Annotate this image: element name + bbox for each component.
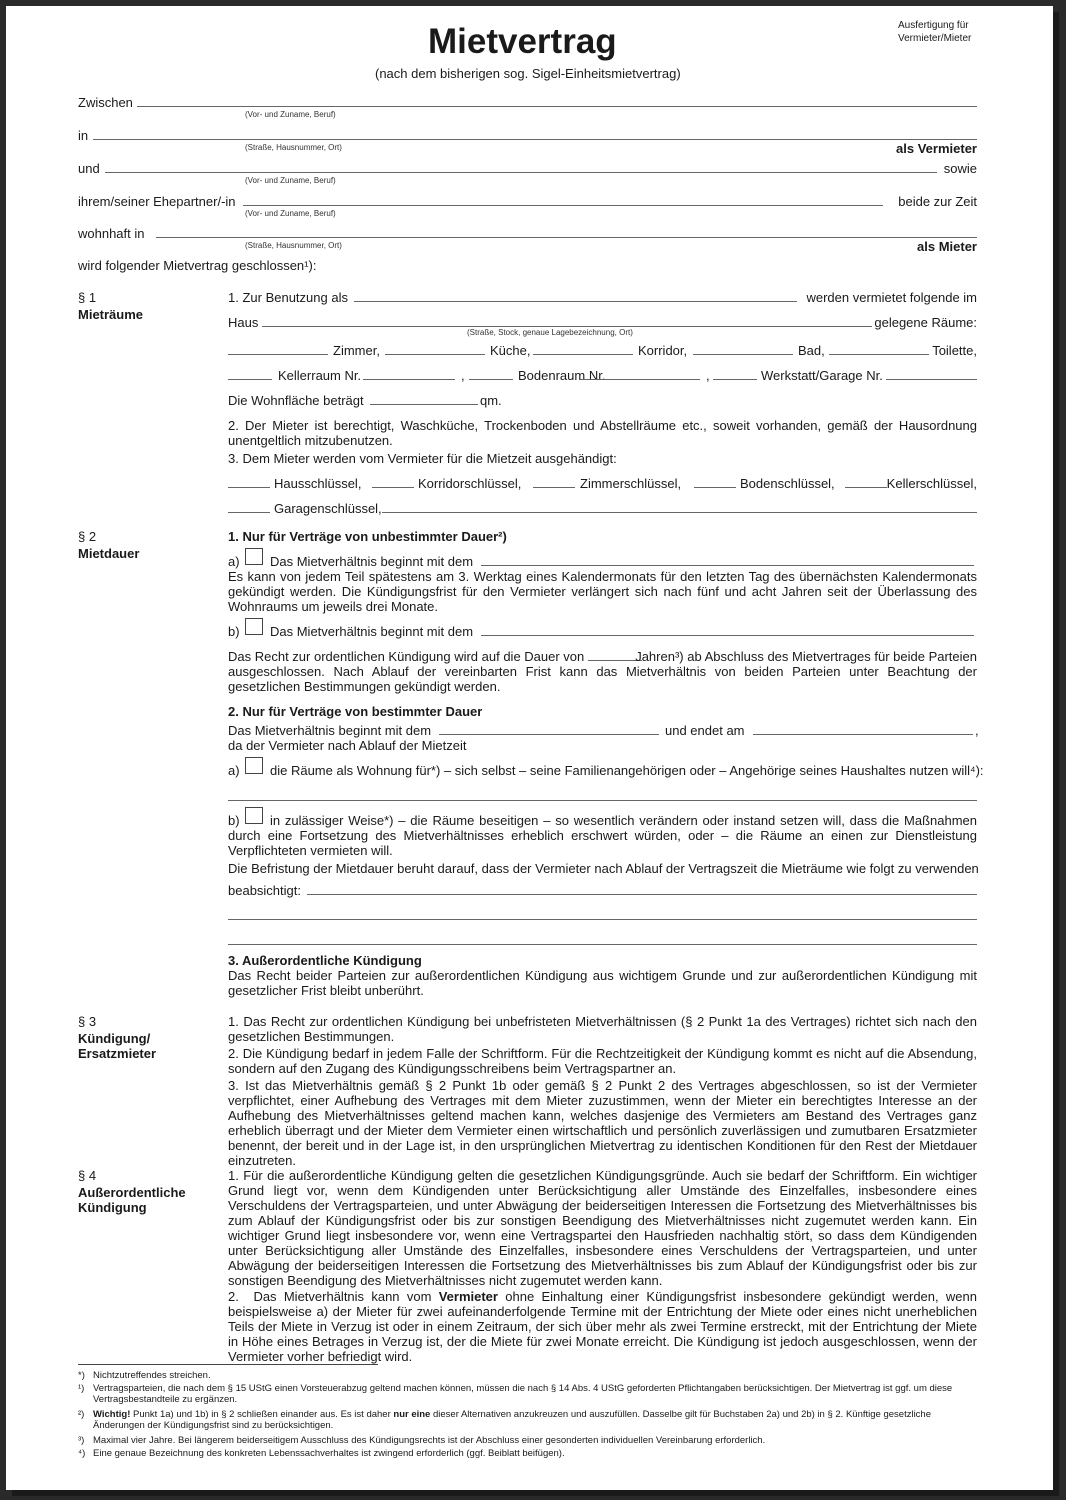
hint-address: (Straße, Hausnummer, Ort) [245,241,342,250]
corner-note: Ausfertigung für Vermieter/Mieter [898,20,972,44]
field-keller-count[interactable] [228,379,272,380]
s2-2b-text [228,813,977,858]
field-spouse-name[interactable] [243,205,883,206]
hint-address: (Straße, Hausnummer, Ort) [245,143,342,152]
footnote-star: Nichtzutreffendes streichen. [93,1370,211,1381]
footnote-2-bold-2: nur eine [393,1409,431,1420]
label-garagenschluessel: Garagenschlüssel, [274,501,382,516]
field-garagenschluessel[interactable] [228,512,270,513]
footnote-3: Maximal vier Jahre. Bei längerem beiderseitigem Ausschluss des Kündigungsrechts ist der Abschluss einer gesonderten individuellen Vereinbarung erforderlich. [93,1435,766,1446]
s1-rented-label: werden vermietet folgende im [806,290,977,305]
label-in: in [78,128,89,143]
field-wohnflaeche[interactable] [370,404,478,405]
label-hausschluessel: Hausschlüssel, [274,476,362,491]
field-2-begin[interactable] [439,734,659,735]
s2-b-para-start: Das Recht zur ordentlichen Kündigung wird auf die Dauer von [228,649,585,664]
hint-name: (Vor- und Zuname, Beruf) [245,110,336,119]
field-usage[interactable] [354,301,797,302]
closing-line: wird folgender Mietvertrag geschlossen¹): [78,258,317,273]
s2-2a-text: die Räume als Wohnung für*) – sich selbst – seine Familienangehörigen oder – Angehörige seines Haushaltes nutzen will⁴): [270,763,984,778]
label-bodenschluessel: Bodenschlüssel, [740,476,835,491]
s2-a-text: Das Mietverhältnis beginnt mit dem [270,554,474,569]
field-tenant-name[interactable] [105,172,937,173]
s2-beabsichtigt: beabsichtigt: [228,883,301,898]
label-zimmerschluessel: Zimmerschlüssel, [580,476,682,491]
s2-b-label: b) [228,624,240,639]
field-werkstatt-count[interactable] [713,379,757,380]
s2-b-text: Das Mietverhältnis beginnt mit dem [270,624,474,639]
field-boden-count[interactable] [469,379,513,380]
field-intended-use-3[interactable] [228,944,977,945]
s4-paragraph-1: 1. Für die außerordentliche Kündigung gelten die gesetzlichen Kündigungsgründe. Auch sie bedarf der Schriftform. Ein wichtiger Grund liegt vor, wenn dem Kündigenden unter Berücksichtigung aller Umstände des Einzelfalles, insbesondere eines Verschuldens der Vertragsparteien, und unter Abwägung der beiderseitigen Interessen die Fortsetzung des Mietverhältnisses bis zum Ablauf der Kündigungsfrist oder bis zur sonstigen Beendigung des Mietverhältnisses nicht zugemutet werden kann. Ein wichtiger Grund liegt insbesondere vor, wenn eine Vertragspartei den Hausfrieden nachhaltig stört, so dass dem Kündigenden unter Berücksichtigung aller Umstände des Einzelfalles, insbesondere eines Verschuldens der Vertragsparteien, und unter Abwägung der beiderseitigen Interessen die Fortsetzung des Mietverhältnisses bis zum Ablauf der Kündigungsfrist oder bis zur sonstigen Beendigung des Mietverhältnisses nicht zugemutet werden kann. [228,1168,977,1288]
field-zimmer[interactable] [228,354,328,355]
comma: , [706,368,710,383]
s2-2b-body: in zulässiger Weise*) – die Räume beseitigen – so wesentlich verändern oder instand setzen will, dass die Maßnahmen durch eine Fortsetzung des Mietverhältnisses erheblich erschwert würden, oder – die Räume an einen zur Dienstleistung Verpflichteten vermieten will. [228,813,977,858]
section-4-number: § 4 [78,1168,97,1183]
s2-heading-1: 1. Nur für Verträge von unbestimmter Dauer²) [228,529,507,544]
field-intended-use-2[interactable] [228,919,977,920]
field-1a-date[interactable] [481,565,974,566]
field-other-keys[interactable] [382,512,977,513]
s2-2b-label: b) [228,813,240,828]
hint-name: (Vor- und Zuname, Beruf) [245,209,336,218]
s1-haus-label: Haus [228,315,259,330]
field-bad[interactable] [693,354,793,355]
field-1b-date[interactable] [481,635,974,636]
s2-b-para-end: ausgeschlossen. Nach Ablauf der vereinbarten Frist kann das Mietverhältnis von beiden Parteien unter Beachtung der gesetzlichen Bestimmungen gekündigt werden. [228,664,977,694]
s4-p2-bold: Vermieter [438,1289,498,1304]
checkbox-1b[interactable] [245,618,263,635]
s2-2-begin: Das Mietverhältnis beginnt mit dem [228,723,432,738]
field-years[interactable] [588,660,642,661]
label-kellerschluessel: Kellerschlüssel, [886,476,977,491]
footnote-4: Eine genaue Bezeichnung des konkreten Lebenssachverhaltes ist zwingend erforderlich (ggf. Beiblatt beifügen). [93,1448,565,1459]
field-landlord-name[interactable] [137,106,977,107]
field-zimmerschluessel[interactable] [533,487,575,488]
field-werkstatt-nr[interactable] [886,379,977,380]
document-title: Mietvertrag [428,22,617,61]
document-subtitle: (nach dem bisherigen sog. Sigel-Einheitsmietvertrag) [375,66,681,81]
s3-paragraph-2: 2. Die Kündigung bedarf in jedem Falle der Schriftform. Für die Rechtzeitigkeit der Kündigung kommt es nicht auf die Absendung, sondern auf den Zugang des Kündigungsschreibens beim Vertragspartner an. [228,1046,977,1076]
label-korridorschluessel: Korridorschlüssel, [418,476,522,491]
footnote-key: *) [78,1370,85,1381]
section-1-number: § 1 [78,290,97,305]
s2-heading-3: 3. Außerordentliche Kündigung [228,953,422,968]
s2-befristung: Die Befristung der Mietdauer beruht darauf, dass der Vermieter nach Ablauf der Vertragszeit die Mieträume wie folgt zu verwenden [228,861,979,876]
field-tenant-address[interactable] [156,237,977,238]
s2-b-para-mid: Jahren³) ab Abschluss des Mietvertrages für beide Parteien [635,649,977,664]
field-korridor[interactable] [533,354,633,355]
label-werkstatt: Werkstatt/Garage Nr. [761,368,883,383]
footnote-divider [78,1364,378,1365]
s1-paragraph-2: 2. Der Mieter ist berechtigt, Waschküche, Trockenboden und Abstellräume etc., soweit vorhanden, gemäß der Hausordnung unentgeltlich mitzubenutzen. [228,418,977,448]
field-hausschluessel[interactable] [228,487,270,488]
s4-paragraph-2 [228,1289,977,1364]
label-bad: Bad, [798,343,825,358]
field-landlord-address[interactable] [93,139,977,140]
s1-use-label: 1. Zur Benutzung als [228,290,348,305]
s2-heading-2: 2. Nur für Verträge von bestimmter Dauer [228,704,483,719]
checkbox-1a[interactable] [245,548,263,565]
label-qm: qm. [480,393,502,408]
label-zimmer: Zimmer, [333,343,380,358]
section-3-number: § 3 [78,1014,97,1029]
s2-2-since: da der Vermieter nach Ablauf der Mietzeit [228,738,467,753]
footnote-key: ¹) [78,1383,85,1394]
label-und: und [78,161,100,176]
field-kueche[interactable] [385,354,485,355]
hint-house: (Straße, Stock, genaue Lagebezeichnung, Ort) [467,328,633,337]
label-als-mieter: als Mieter [917,239,977,254]
section-4-title-1: Außerordentliche [78,1185,186,1200]
section-3-title-2: Ersatzmieter [78,1046,157,1061]
label-ehepartner: ihrem/seiner Ehepartner/-in [78,194,236,209]
label-wohnhaft: wohnhaft in [78,226,145,241]
field-2-end[interactable] [753,734,973,735]
hint-name: (Vor- und Zuname, Beruf) [245,176,336,185]
s4-p2-pre: 2. Das Mietverhältnis kann vom [228,1289,439,1304]
footnote-2-mid: Punkt 1a) und 1b) in § 2 schließen einander aus. Es ist daher [130,1409,394,1420]
label-als-vermieter: als Vermieter [896,141,977,156]
label-sowie: sowie [943,161,977,176]
s4-p2-post: ohne Einhaltung einer Kündigungsfrist insbesondere gekündigt werden, wenn beispielsweise a) der Mieter für zwei aufeinanderfolgende Termine mit der Entrichtung der Miete oder eines nicht unerheblichen Teils der Miete in Verzug ist oder in einem Zeitraum, der sich über mehr als zwei Termine erstreckt, mit der Entrichtung der Miete in Höhe eines Betrages in Verzug ist, der die Miete für zwei Monate erreicht. Die Kündigung ist jedoch ausgeschlossen, wenn der Vermieter vorher befriedigt wird. [228,1289,977,1364]
s2-a-paragraph: Es kann von jedem Teil spätestens am 3. Werktag eines Kalendermonats für den letzten Tag des übernächsten Kalendermonats gekündigt werden. Die Kündigungsfrist für den Vermieter verlängert sich nach fünf und acht Jahren seit der Überlassung des Wohnraums um jeweils drei Monate. [228,569,977,614]
field-korridorschluessel[interactable] [372,487,414,488]
label-bodenraum: Bodenraum Nr. [518,368,606,383]
s1-paragraph-3: 3. Dem Mieter werden vom Vermieter für die Mietzeit ausgehändigt: [228,451,617,466]
field-keller-nr[interactable] [363,379,455,380]
section-2-number: § 2 [78,529,97,544]
s2-a-label: a) [228,554,240,569]
s2-3-text: Das Recht beider Parteien zur außerordentlichen Kündigung aus wichtigem Grunde und zur außerordentlichen Kündigung mit gesetzlicher Frist bleibt unberührt. [228,968,977,998]
footnote-2 [93,1409,977,1431]
field-intended-use-1[interactable] [307,894,977,895]
footnote-2-post: dieser Alternativen anzukreuzen und auszufüllen. Dasselbe gilt für Buchstaben 2a) und 2b) in § 2. Künftige gesetzliche Änderungen der Kündigungsfrist sind zu berücksichtigen. [93,1409,931,1431]
section-4-title-2: Kündigung [78,1200,147,1215]
label-wohnflaeche: Die Wohnfläche beträgt [228,393,364,408]
field-boden-nr[interactable] [580,379,700,380]
s3-paragraph-3: 3. Ist das Mietverhältnis gemäß § 2 Punkt 1b oder gemäß § 2 Punkt 2 des Vertrages abgeschlossen, so ist der Vermieter verpflichtet, einer Aufhebung des Vertrages mit dem Mieter zuzustimmen, wenn der Mieter ein berechtigtes Interesse an der Aufhebung des Mietverhältnisses geltend machen kann, welches dasjenige des Vermieters am Bestand des Vertrages ganz erheblich überragt und der Mieter dem Vermieter einen wirtschaftlich und persönlich zuverlässigen und zumutbaren Ersatzmieter benennt, der bereit und in der Lage ist, in den ursprünglichen Mietvertrag zu identischen Konditionen für den Rest der Mietdauer einzutreten. [228,1078,977,1168]
field-bodenschluessel[interactable] [694,487,736,488]
document-page [6,6,1053,1490]
footnote-key: ³) [78,1435,85,1446]
label-kellerraum: Kellerraum Nr. [278,368,362,383]
comma: , [975,723,979,738]
s1-rooms-label: gelegene Räume: [874,315,977,330]
field-2a-reason[interactable] [228,800,977,801]
footnote-1: Vertragsparteien, die nach dem § 15 UStG einen Vorsteuerabzug geltend machen können, müssen die nach § 14 Abs. 4 UStG geforderten Pflichtangaben berücksichtigen. Der Mietvertrag ist ggf. um diese Vertragsbestandteile zu ergänzen. [93,1383,953,1405]
comma: , [461,368,465,383]
s3-paragraph-1: 1. Das Recht zur ordentlichen Kündigung bei unbefristeten Mietverhältnissen (§ 2 Punkt 1a des Vertrages) richtet sich nach den gesetzlichen Bestimmungen. [228,1014,977,1044]
field-toilette[interactable] [829,354,929,355]
footnote-key: ²) [78,1409,85,1420]
section-1-title: Mieträume [78,307,144,322]
label-korridor: Korridor, [638,343,688,358]
s2-2a-label: a) [228,763,240,778]
section-3-title-1: Kündigung/ [78,1031,151,1046]
footnote-key: ⁴) [78,1448,86,1459]
s2-2-end: und endet am [665,723,745,738]
field-kellerschluessel[interactable] [845,487,887,488]
label-toilette: Toilette, [932,343,977,358]
checkbox-2a[interactable] [245,757,263,774]
section-2-title: Mietdauer [78,546,140,561]
footnote-2-bold: Wichtig! [93,1409,131,1420]
label-zwischen: Zwischen [78,95,133,110]
label-beide-zur-zeit: beide zur Zeit [898,194,977,209]
field-house[interactable] [262,326,872,327]
label-kueche: Küche, [490,343,531,358]
